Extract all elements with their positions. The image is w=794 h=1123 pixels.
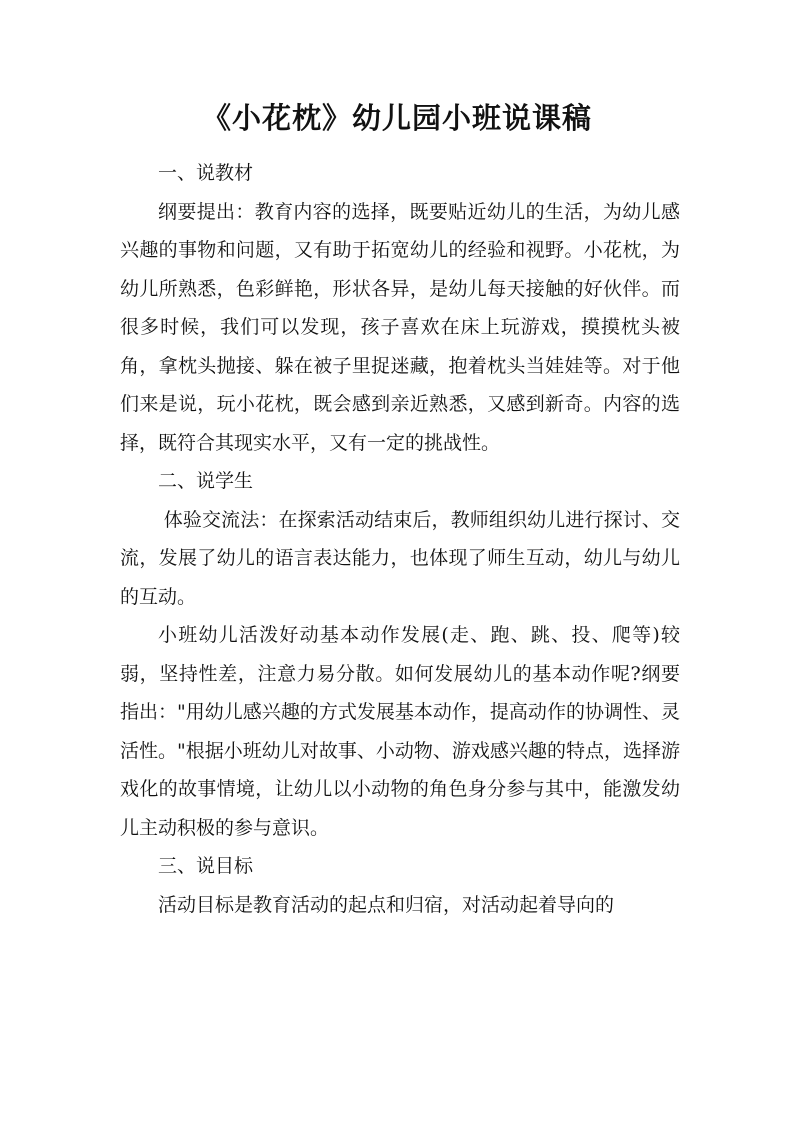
document-title: 《小花枕》幼儿园小班说课稿: [201, 101, 592, 135]
paragraph-experience-exchange: 体验交流法：在探索活动结束后，教师组织幼儿进行探讨、交流，发展了幼儿的语言表达能力，也体现了师生互动，幼儿与幼儿的互动。: [120, 508, 680, 608]
section-heading-students: 二、说学生: [158, 470, 254, 492]
paragraph-student-characteristics: 小班幼儿活泼好动基本动作发展(走、跑、跳、投、爬等)较弱，坚持性差，注意力易分散。如何发展幼儿的基本动作呢?纲要指出："用幼儿感兴趣的方式发展基本动作，提高动作的协调性、灵活性。"根据小班幼儿对故事、小动物、游戏感兴趣的特点，选择游戏化的故事情境，让幼儿以小动物的角色身分参与其中，能激发幼儿主动积极的参与意识。: [120, 624, 680, 839]
paragraph-goals: 活动目标是教育活动的起点和归宿，对活动起着导向的: [158, 893, 615, 916]
document-body: [120, 154, 680, 924]
section-heading-teaching-material: 一、说教材: [158, 162, 254, 184]
paragraph-teaching-material: 纲要提出：教育内容的选择，既要贴近幼儿的生活，为幼儿感兴趣的事物和问题，又有助于拓宽幼儿的经验和视野。小花枕，为幼儿所熟悉，色彩鲜艳，形状各异，是幼儿每天接触的好伙伴。而很多时候，我们可以发现，孩子喜欢在床上玩游戏，摸摸枕头被角，拿枕头抛接、躲在被子里捉迷藏，抱着枕头当娃娃等。对于他们来是说，玩小花枕，既会感到亲近熟悉，又感到新奇。内容的选择，既符合其现实水平，又有一定的挑战性。: [120, 200, 680, 454]
section-heading-goals: 三、说目标: [158, 855, 254, 877]
